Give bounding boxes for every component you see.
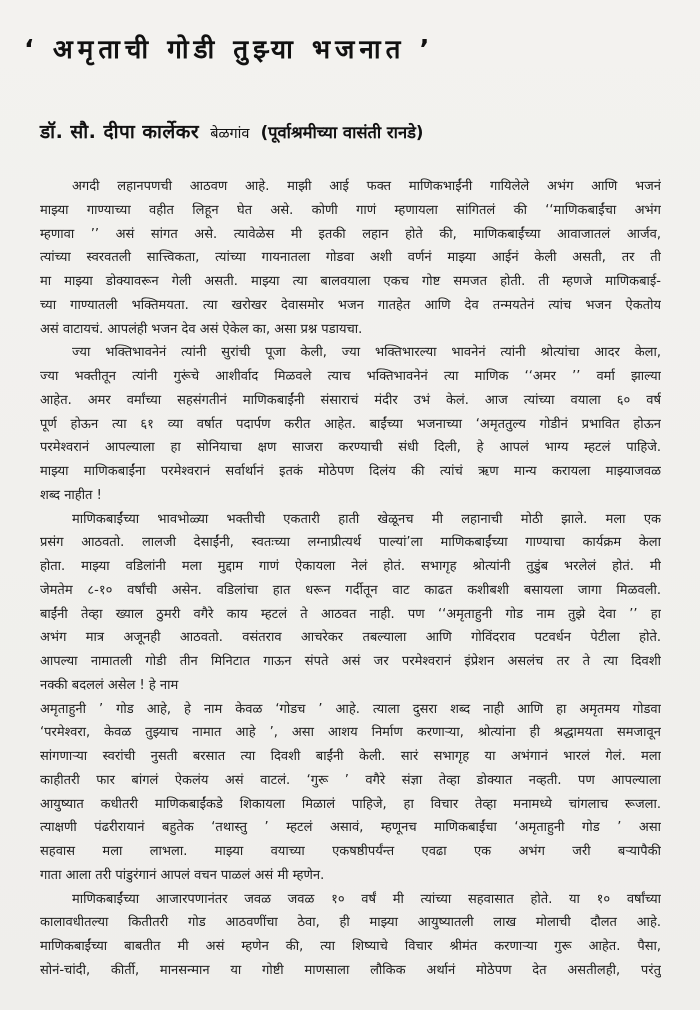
body-line: ‘परमेश्वरा, केवळ तुझ्याच नामात आहे ’, असा आशय निर्माण करणाऱ्या, श्रोत्यांना ही श्रद्धामयता समजावून — [40, 725, 661, 741]
author-place: बेळगांव — [210, 126, 250, 142]
body-line: गाता आला तरी पांडुरंगानं आपलं वचन पाळलं असं मी म्हणेन. — [40, 867, 325, 883]
article-title: ‘ अमृताची गोडी तुझ्या भजनात ’ — [24, 35, 435, 65]
body-line: असं वाटायचं. आपलंही भजन देव असं ऐकेल का, असा प्रश्न पडायचा. — [40, 321, 363, 337]
body-line: त्याक्षणी पंढरीरायानं बहुतेक ‘तथास्तु ’ म्हटलं असावं, म्हणूनच माणिकबाईंचा ‘अमृताहुनी गोड ’ असा — [40, 820, 661, 836]
body-line: अगदी लहानपणची आठवण आहे. माझी आई फक्त माणिकभाईंनी गायिलेले अभंग आणि भजनं — [72, 179, 661, 194]
body-line: नक्की बदललं असेल ! हे नाम — [40, 677, 179, 693]
author-name: डॉ. सौ. दीपा कार्लेकर — [40, 121, 200, 143]
body-line: प्रसंग आठवतो. लालजी देसाईंनी, स्वतःच्या लग्नाप्रीत्यर्थ पाल्यां’ला माणिकबाईंच्या गाण्याचा कार्यक्रम केला — [40, 535, 661, 551]
body-line: त्यांच्या स्वरवतली सात्त्विकता, त्यांच्या गायनातला गोडवा अशी वर्णनं माझ्या आईनं केली असती, तर ती — [40, 250, 661, 266]
body-line: माणिकबाईंच्या भावभोळ्या भक्तीची एकतारी हाती खेळूनच मी लहानाची मोठी झाले. मला एक — [72, 511, 661, 527]
body-line: होता. माझ्या वडिलांनी मला मुद्दाम गाणं ऐकायला नेलं होतं. सभागृह श्रोत्यांनी तुडुंब भरलेलं होतं. मी — [40, 559, 661, 574]
body-line: जेमतेम ८-१० वर्षांची असेन. वडिलांचा हात धरून गर्दीतून वाट काढत कशीबशी बसायला जागा मिळवली. — [40, 582, 661, 598]
body-line: काहीतरी फार बांगलं ऐकलंय असं वाटलं. ‘गुरू ’ वगैरे संज्ञा तेव्हा डोक्यात नव्हती. पण आपल्याला — [40, 772, 661, 788]
body-line: सांगणाऱ्या स्वरांची नुसती बरसात त्या दिवशी बाईंनी केली. सारं सभागृह या अभंगानं भारलं गेलं. मला — [40, 749, 661, 764]
body-line: बाईंनी तेव्हा ख्याल ठुमरी वगैरे काय म्हटलं ते आठवत नाही. पण ‘‘अमृताहुनी गोड नाम तुझे देवा ’’ हा — [40, 606, 661, 622]
body-line: माणिकबाईंच्या बाबतीत मी असं म्हणेन की, त्या शिष्याचे विचार श्रीमंत करणाऱ्या गुरू आहेत. पैसा, — [40, 939, 661, 954]
body-line: अभंग मात्र अजूनही आठवतो. वसंतराव आचरेकर तबल्याला आणि गोविंदराव पटवर्धन पेटीला होते. — [40, 630, 661, 646]
byline — [40, 118, 680, 144]
body-line: ज्या भक्तीतून त्यांनी गुरूंचे आशीर्वाद मिळवले त्याच भक्तिभावनेनं त्या माणिक ‘‘अमर ’’ वर्मा झाल्या — [40, 369, 661, 384]
body-line: आहेत. अमर वर्मांच्या सहसंगतीनं माणिकबाईंनी संसाराचं मंदीर उभं केलं. आज त्यांच्या वयाला ६० वर्ष — [40, 392, 661, 408]
body-line: आयुष्यात कधीतरी माणिकबाईंकडे शिकायला मिळालं पाहिजे, हा विचार तेव्हा मनामध्ये चांगलाच रूजला. — [40, 796, 661, 812]
body-line: ज्या भक्तिभावनेनं त्यांनी सुरांची पूजा केली, ज्या भक्तिभारल्या भावनेनं त्यांनी श्रोत्यांचा आदर केला, — [72, 345, 661, 361]
article-body — [40, 175, 661, 983]
body-line: माणिकबाईंच्या आजारपणानंतर जवळ जवळ १० वर्षं मी त्यांच्या सहवासात होते. या १० वर्षांच्या — [72, 891, 661, 907]
body-line: माझ्या गाण्याच्या वहीत लिहून घेत असे. कोणी गाणं म्हणायला सांगितलं की ‘‘माणिकबाईंचा अभंग — [40, 202, 661, 218]
body-line: मा माझ्या डोक्यावरून गेली असती. माझ्या त्या बालवयाला एकच गोष्ट समजत होती. ती म्हणजे माणिकबाई- — [40, 274, 661, 289]
body-line: च्या गाण्यातली भक्तिमयता. त्या खरोखर देवासमोर भजन गातहेत आणि देव तन्मयतेनं त्यांच भजन ऐकतोय — [40, 297, 661, 313]
body-line: आपल्या नामातली गोडी तीन मिनिटात गाऊन संपते असं जर परमेश्वरानं इंप्रेशन असलंच तर ते त्या दिवशी — [40, 654, 661, 669]
body-line: परमेश्वरानं आपल्याला हा सोनियाचा क्षण साजरा करण्याची संधी दिली, हे आपलं भाग्य म्हटलं पाहिजे. — [40, 440, 661, 456]
body-line: माझ्या माणिकबाईंना परमेश्वरानं सर्वार्थानं इतकं मोठेपण दिलंय की त्यांचं ऋण मान्य करायला माझ्याजवळ — [40, 464, 661, 479]
body-line: कालावधीतल्या कितीतरी गोड आठवणींचा ठेवा, ही माझ्या आयुष्यातली लाख मोलाची दौलत आहे. — [40, 915, 661, 931]
author-former-name: (पूर्वाश्रमीच्या वासंती रानडे) — [260, 123, 424, 142]
body-line: सोनं-चांदी, कीर्ती, मानसन्मान या गोष्टी माणसाला लौकिक अर्थानं मोठेपण देत असतीलही, परंतु — [40, 962, 661, 978]
body-line: सहवास मला लाभला. माझ्या वयाच्या एकषष्ठीपर्यंन्त एवढा एक अभंग जरी बऱ्यापैकी — [40, 844, 661, 859]
body-line: पूर्ण होऊन त्या ६१ व्या वर्षात पदार्पण करीत आहेत. बाईंच्या भजनाच्या ‘अमृततुल्य गोडीनं प्रभावित होऊन — [40, 416, 661, 432]
body-line: म्हणावा ’’ असं सांगत असे. त्यावेळेस मी इतकी लहान होते की, माणिकबाईंच्या आवाजातलं आर्जव, — [40, 226, 661, 242]
body-line: शब्द नाहीत ! — [40, 487, 102, 503]
body-line: अमृताहुनी ’ गोड आहे, हे नाम केवळ ‘गोडच ’ आहे. त्याला दुसरा शब्द नाही आणि हा अमृतमय गोडवा — [40, 701, 661, 717]
